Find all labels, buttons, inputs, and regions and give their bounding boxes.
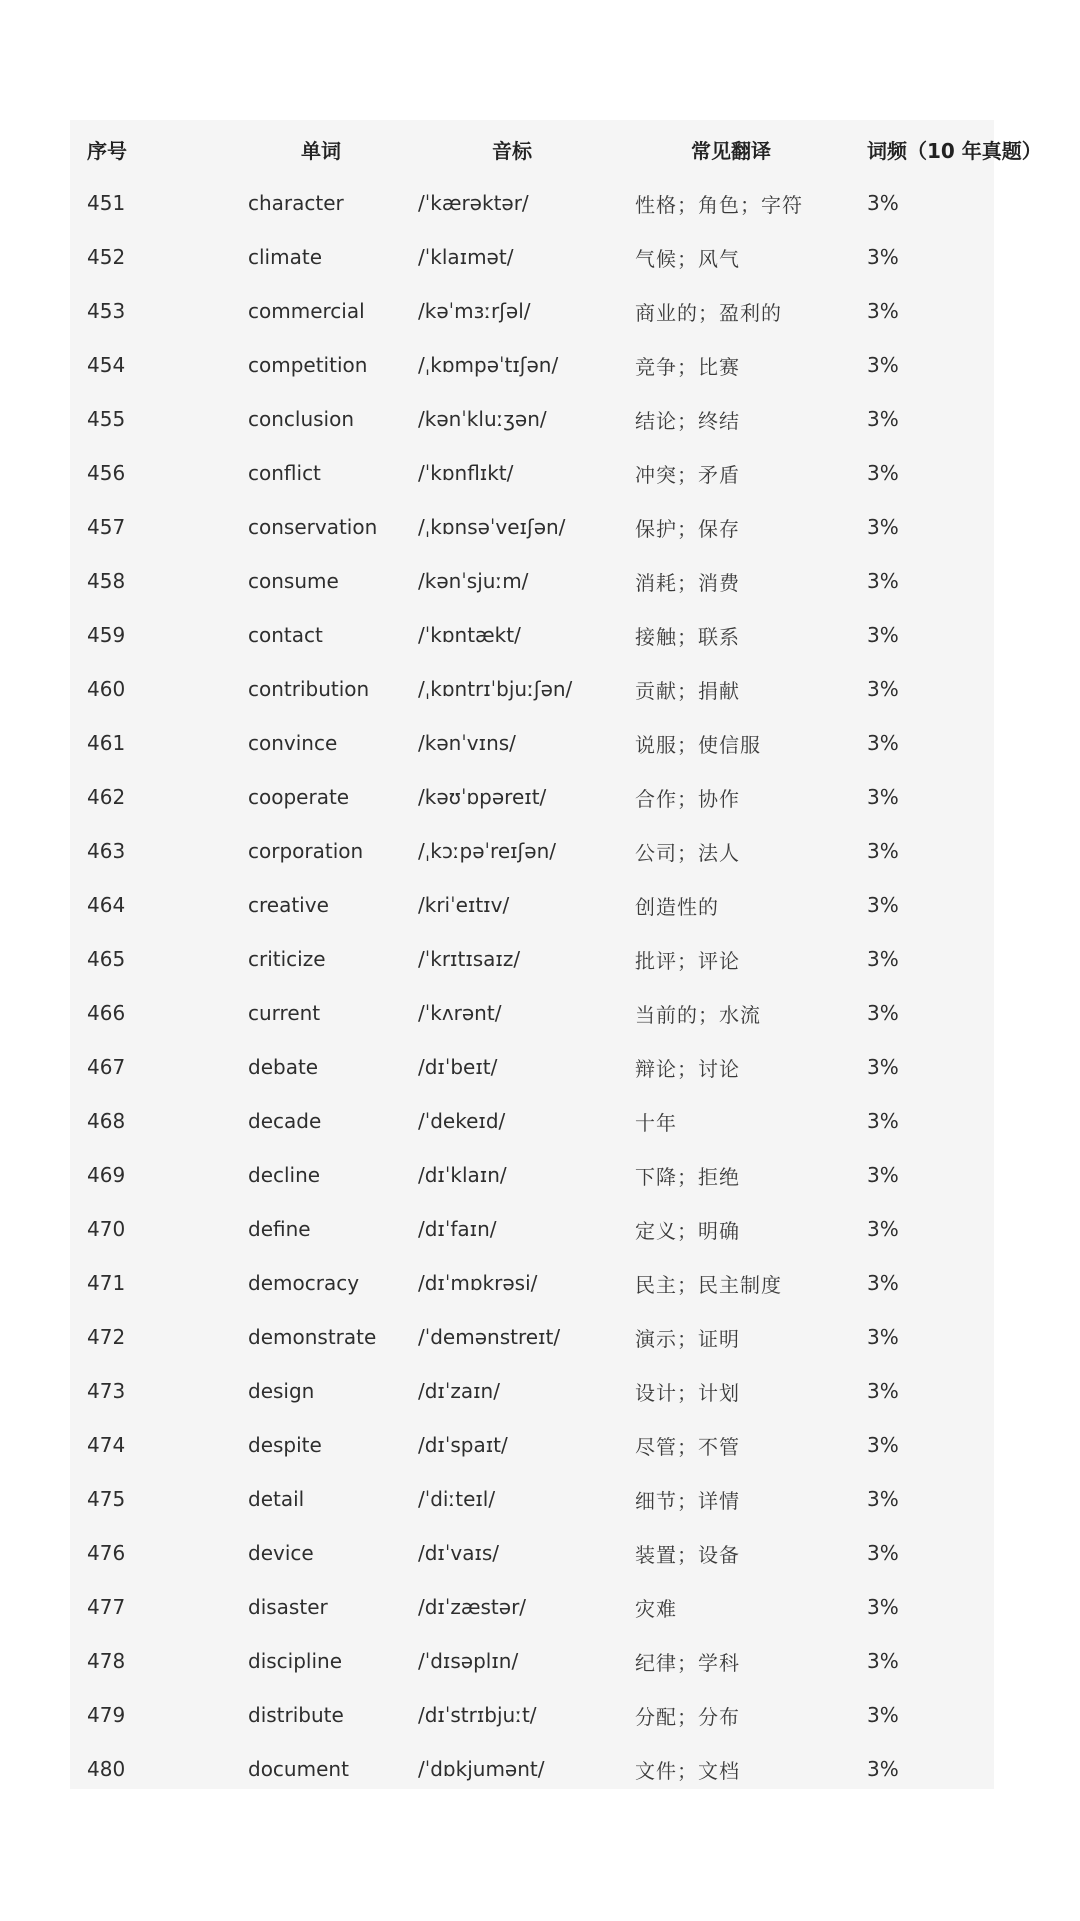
word-translation: 十年 (635, 1110, 677, 1135)
table-row (70, 1256, 994, 1310)
word-phonetic: /ˈkʌrənt/ (418, 1001, 502, 1025)
word-text: commercial (248, 299, 365, 323)
table-row (70, 608, 994, 662)
word-text: character (248, 191, 344, 215)
word-translation: 定义；明确 (635, 1218, 740, 1243)
table-row (70, 824, 994, 878)
word-frequency: 3% (867, 1271, 899, 1295)
header-translation: 常见翻译 (691, 138, 771, 163)
word-frequency: 3% (867, 1001, 899, 1025)
word-translation: 结论；终结 (635, 408, 740, 433)
table-row (70, 176, 994, 230)
word-text: decade (248, 1109, 322, 1133)
word-translation: 灾难 (635, 1596, 677, 1621)
word-translation: 当前的；水流 (635, 1002, 761, 1027)
table-row (70, 1148, 994, 1202)
word-frequency: 3% (867, 1433, 899, 1457)
word-translation: 设计；计划 (635, 1380, 740, 1405)
word-phonetic: /ˈkrɪtɪsaɪz/ (418, 947, 521, 971)
word-phonetic: /dɪˈzæstər/ (418, 1595, 527, 1619)
word-phonetic: /dɪˈklaɪn/ (418, 1163, 507, 1187)
word-frequency: 3% (867, 191, 899, 215)
word-number: 467 (87, 1055, 126, 1079)
vocabulary-table (70, 120, 1042, 1796)
word-frequency: 3% (867, 1703, 899, 1727)
word-frequency: 3% (867, 1757, 899, 1781)
word-number: 462 (87, 785, 126, 809)
table-row (70, 284, 994, 338)
word-text: demonstrate (248, 1325, 377, 1349)
word-frequency: 3% (867, 461, 899, 485)
word-number: 469 (87, 1163, 126, 1187)
word-frequency: 3% (867, 623, 899, 647)
word-number: 473 (87, 1379, 126, 1403)
word-text: disaster (248, 1595, 328, 1619)
word-text: discipline (248, 1649, 343, 1673)
word-phonetic: /ˌkɔːpəˈreɪʃən/ (418, 839, 556, 863)
word-frequency: 3% (867, 839, 899, 863)
word-translation: 商业的；盈利的 (635, 300, 782, 325)
word-translation: 装置；设备 (635, 1542, 740, 1567)
word-phonetic: /dɪˈzaɪn/ (418, 1379, 500, 1403)
word-text: distribute (248, 1703, 344, 1727)
table-row (70, 932, 994, 986)
word-translation: 纪律；学科 (635, 1650, 740, 1675)
table-row (70, 662, 994, 716)
table-row (70, 230, 994, 284)
word-phonetic: /ˈdɒkjumənt/ (418, 1757, 545, 1781)
word-translation: 分配；分布 (635, 1704, 740, 1729)
word-text: device (248, 1541, 314, 1565)
word-phonetic: /dɪˈvaɪs/ (418, 1541, 500, 1565)
word-phonetic: /ˈdiːteɪl/ (418, 1487, 496, 1511)
word-frequency: 3% (867, 569, 899, 593)
word-frequency: 3% (867, 677, 899, 701)
word-number: 453 (87, 299, 126, 323)
word-phonetic: /ˌkɒmpəˈtɪʃən/ (418, 353, 559, 377)
word-text: debate (248, 1055, 319, 1079)
word-phonetic: /ˈkærəktər/ (418, 191, 529, 215)
table-row (70, 554, 994, 608)
word-phonetic: /ˌkɒnsəˈveɪʃən/ (418, 515, 566, 539)
word-translation: 下降；拒绝 (635, 1164, 740, 1189)
word-frequency: 3% (867, 1379, 899, 1403)
word-number: 480 (87, 1757, 126, 1781)
word-number: 455 (87, 407, 126, 431)
word-translation: 贡献；捐献 (635, 678, 740, 703)
table-row (70, 1472, 994, 1526)
word-phonetic: /dɪˈfaɪn/ (418, 1217, 497, 1241)
word-phonetic: /dɪˈspaɪt/ (418, 1433, 508, 1457)
table-row (70, 770, 994, 824)
word-text: criticize (248, 947, 326, 971)
word-phonetic: /ˈdemənstreɪt/ (418, 1325, 561, 1349)
word-text: current (248, 1001, 321, 1025)
word-phonetic: /ˈdɪsəplɪn/ (418, 1649, 519, 1673)
word-phonetic: /ˈdekeɪd/ (418, 1109, 506, 1133)
word-text: contact (248, 623, 323, 647)
word-number: 454 (87, 353, 126, 377)
word-translation: 公司；法人 (635, 840, 740, 865)
word-phonetic: /kənˈkluːʒən/ (418, 407, 547, 431)
word-phonetic: /ˌkɒntrɪˈbjuːʃən/ (418, 677, 573, 701)
header-phonetic: 音标 (492, 138, 532, 163)
word-text: design (248, 1379, 315, 1403)
word-frequency: 3% (867, 245, 899, 269)
word-text: define (248, 1217, 311, 1241)
word-number: 464 (87, 893, 126, 917)
word-number: 478 (87, 1649, 126, 1673)
word-translation: 演示；证明 (635, 1326, 740, 1351)
table-row (70, 1526, 994, 1580)
word-number: 477 (87, 1595, 126, 1619)
word-frequency: 3% (867, 515, 899, 539)
word-frequency: 3% (867, 785, 899, 809)
header-number: 序号 (87, 138, 127, 163)
word-translation: 气候；风气 (635, 246, 740, 271)
word-phonetic: /ˈkɒntækt/ (418, 623, 521, 647)
word-text: convince (248, 731, 338, 755)
word-frequency: 3% (867, 947, 899, 971)
word-phonetic: /kənˈsjuːm/ (418, 569, 529, 593)
word-text: democracy (248, 1271, 360, 1295)
word-frequency: 3% (867, 1595, 899, 1619)
word-number: 466 (87, 1001, 126, 1025)
table-row (70, 1364, 994, 1418)
word-number: 479 (87, 1703, 126, 1727)
word-frequency: 3% (867, 731, 899, 755)
word-translation: 接触；联系 (635, 624, 740, 649)
table-row (70, 500, 994, 554)
table-row (70, 446, 994, 500)
word-text: consume (248, 569, 339, 593)
word-translation: 民主；民主制度 (635, 1272, 782, 1297)
table-row (70, 392, 994, 446)
header-word: 单词 (301, 138, 341, 163)
word-text: corporation (248, 839, 364, 863)
word-phonetic: /dɪˈbeɪt/ (418, 1055, 498, 1079)
table-row (70, 1742, 994, 1796)
word-translation: 说服；使信服 (635, 732, 761, 757)
word-text: detail (248, 1487, 305, 1511)
word-number: 474 (87, 1433, 126, 1457)
word-phonetic: /dɪˈmɒkrəsi/ (418, 1271, 538, 1295)
word-number: 463 (87, 839, 126, 863)
word-number: 475 (87, 1487, 126, 1511)
vocabulary-table-panel (70, 120, 1042, 1789)
word-number: 457 (87, 515, 126, 539)
word-translation: 冲突；矛盾 (635, 462, 740, 487)
word-text: decline (248, 1163, 321, 1187)
word-phonetic: /kənˈvɪns/ (418, 731, 516, 755)
word-frequency: 3% (867, 407, 899, 431)
word-text: conclusion (248, 407, 355, 431)
word-frequency: 3% (867, 299, 899, 323)
table-row (70, 1310, 994, 1364)
word-frequency: 3% (867, 1541, 899, 1565)
word-phonetic: /kriˈeɪtɪv/ (418, 893, 510, 917)
word-text: cooperate (248, 785, 350, 809)
word-number: 456 (87, 461, 126, 485)
word-translation: 细节；详情 (635, 1488, 740, 1513)
word-frequency: 3% (867, 1325, 899, 1349)
word-translation: 竞争；比赛 (635, 354, 740, 379)
word-number: 460 (87, 677, 126, 701)
word-text: despite (248, 1433, 322, 1457)
table-row (70, 1418, 994, 1472)
word-frequency: 3% (867, 353, 899, 377)
table-row (70, 1040, 994, 1094)
word-text: climate (248, 245, 322, 269)
table-row (70, 1688, 994, 1742)
word-frequency: 3% (867, 1217, 899, 1241)
word-phonetic: /kəˈmɜːrʃəl/ (418, 299, 531, 323)
word-number: 459 (87, 623, 126, 647)
word-translation: 尽管；不管 (635, 1434, 740, 1459)
word-number: 452 (87, 245, 126, 269)
word-number: 465 (87, 947, 126, 971)
table-row (70, 716, 994, 770)
word-phonetic: /dɪˈstrɪbjuːt/ (418, 1703, 537, 1727)
word-translation: 文件；文档 (635, 1758, 740, 1783)
word-text: conflict (248, 461, 321, 485)
header-frequency: 词频（10 年真题） (867, 138, 1042, 163)
word-text: document (248, 1757, 349, 1781)
word-number: 472 (87, 1325, 126, 1349)
word-text: creative (248, 893, 329, 917)
word-number: 468 (87, 1109, 126, 1133)
word-phonetic: /ˈklaɪmət/ (418, 245, 514, 269)
word-number: 476 (87, 1541, 126, 1565)
word-text: contribution (248, 677, 370, 701)
word-translation: 消耗；消费 (635, 570, 740, 595)
word-number: 470 (87, 1217, 126, 1241)
word-frequency: 3% (867, 1109, 899, 1133)
word-frequency: 3% (867, 1163, 899, 1187)
word-translation: 创造性的 (635, 894, 719, 919)
word-text: conservation (248, 515, 378, 539)
word-number: 461 (87, 731, 126, 755)
word-translation: 保护；保存 (635, 516, 740, 541)
table-header-row (70, 120, 994, 176)
word-frequency: 3% (867, 1649, 899, 1673)
word-number: 471 (87, 1271, 126, 1295)
word-frequency: 3% (867, 893, 899, 917)
word-phonetic: /kəʊˈɒpəreɪt/ (418, 785, 547, 809)
word-text: competition (248, 353, 368, 377)
table-row (70, 986, 994, 1040)
word-translation: 辩论；讨论 (635, 1056, 740, 1081)
word-translation: 合作；协作 (635, 786, 740, 811)
table-row (70, 1094, 994, 1148)
table-row (70, 1580, 994, 1634)
word-number: 458 (87, 569, 126, 593)
word-frequency: 3% (867, 1055, 899, 1079)
table-row (70, 1634, 994, 1688)
table-row (70, 878, 994, 932)
word-number: 451 (87, 191, 126, 215)
word-frequency: 3% (867, 1487, 899, 1511)
word-translation: 性格；角色；字符 (635, 192, 803, 217)
word-translation: 批评；评论 (635, 948, 740, 973)
table-row (70, 1202, 994, 1256)
word-phonetic: /ˈkɒnflɪkt/ (418, 461, 514, 485)
table-row (70, 338, 994, 392)
